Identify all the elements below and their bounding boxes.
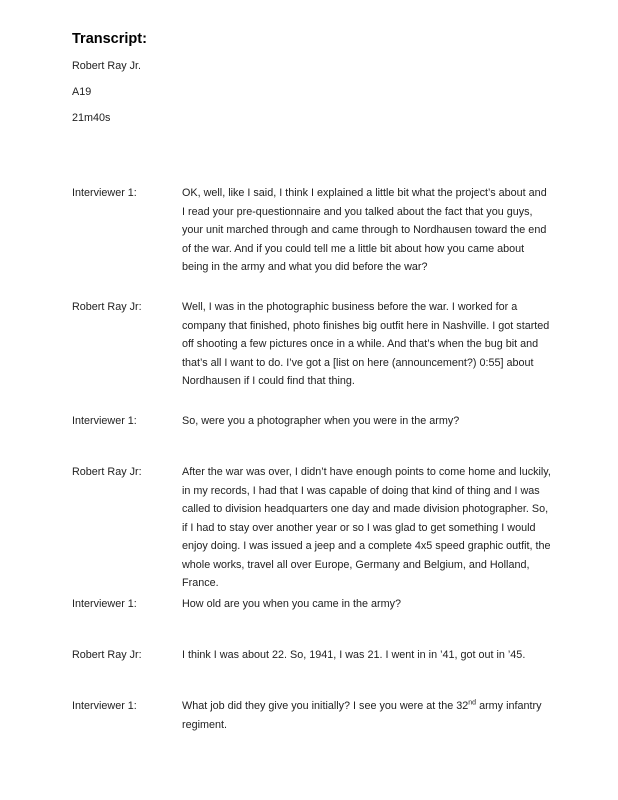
ordinal-suffix: nd	[468, 699, 477, 707]
speaker-label: Robert Ray Jr:	[72, 649, 142, 661]
page-title: Transcript:	[72, 31, 147, 47]
interview-duration: 21m40s	[72, 112, 111, 124]
speaker-label: Interviewer 1:	[72, 598, 137, 610]
turn-text: Well, I was in the photographic business before the war. I worked for a company that finished, photo finishes big outfit here in Nashville. I got started off shooting a few pictures once in a while. And that’s when the bug bit and that’s all I want to do. I’ve got a [list on here (announcement?) 0:55] about Nordhausen if I could find that thing.	[182, 301, 550, 387]
speaker-label: Interviewer 1:	[72, 700, 137, 712]
turn-text: I think I was about 22. So, 1941, I was 21. I went in in ’41, got out in ’45.	[182, 649, 526, 661]
turn-text-part: army infantry regiment.	[182, 700, 542, 731]
turn-text: After the war was over, I didn’t have enough points to come home and luckily, in my records, I had that I was capable of doing that kind of thing and I was called to division headquarters one day and made division photographer. So, if I had to stay over another year or so I was glad to get something I would enjoy doing. I was issued a jeep and a complete 4x5 speed graphic outfit, the whole works, travel all over Europe, Germany and Belgium, and Holland, France.	[182, 466, 551, 589]
speaker-label: Interviewer 1:	[72, 187, 137, 199]
speaker-label: Robert Ray Jr:	[72, 466, 142, 478]
turn-text: OK, well, like I said, I think I explained a little bit what the project’s about and I read your pre-questionnaire and you talked about the fact that you guys, your unit marched through and came through to Nordhausen toward the end of the war. And if you could tell me a little bit about how you came about being in the army and what you did before the war?	[182, 187, 547, 273]
speaker-label: Interviewer 1:	[72, 415, 137, 427]
speaker-label: Robert Ray Jr:	[72, 301, 142, 313]
turn-text: So, were you a photographer when you were in the army?	[182, 415, 460, 427]
turn-text: How old are you when you came in the army?	[182, 598, 402, 610]
interviewee-name: Robert Ray Jr.	[72, 60, 142, 72]
turn-text-part: What job did they give you initially? I see you were at the 32	[182, 700, 469, 712]
interview-code: A19	[72, 86, 92, 98]
turn-text	[182, 697, 552, 734]
